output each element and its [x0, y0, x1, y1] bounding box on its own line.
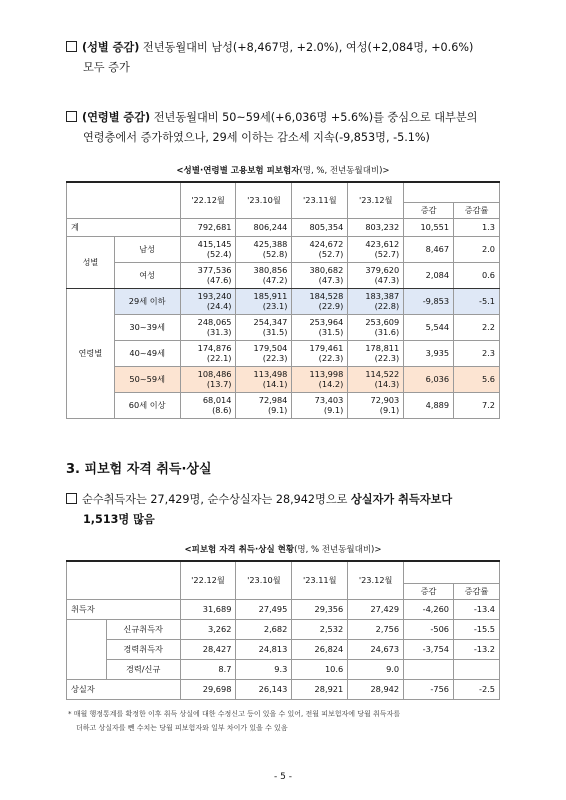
cell-value: 24,673 — [348, 639, 404, 659]
cell-value: 184,528 (22.9) — [292, 288, 348, 314]
col-header: '22.12월 — [180, 561, 236, 599]
checkbox-bullet-icon — [66, 41, 77, 52]
cell-rate: 1.3 — [454, 218, 500, 236]
bullet-text: 전년동월대비 남성(+8,467명, +2.0%), 여성(+2,084명, +0.6%) — [139, 41, 474, 54]
col-header: '23.10월 — [236, 182, 292, 218]
cell-value: 379,620 (47.3) — [348, 262, 404, 288]
cell-rate: 2.3 — [454, 340, 500, 366]
bullet-text-line2: 연령층에서 증가하였으나, 29세 이하는 감소세 지속(-9,853명, -5.1%) — [83, 131, 430, 144]
row-label: 50~59세 — [114, 366, 180, 392]
caption-unit: (명, %, 전년동월대비)> — [299, 166, 390, 176]
footnote — [68, 707, 508, 735]
cell-value: 792,681 — [180, 218, 236, 236]
col-header-diff: 증감 — [404, 583, 454, 599]
cell-value: 193,240 (24.4) — [180, 288, 236, 314]
page-number: - 5 - — [274, 772, 292, 782]
cell-value: 72,984 (9.1) — [236, 392, 292, 418]
table1-caption — [0, 164, 566, 176]
bullet-bold-text: 상실자가 취득자보다 — [351, 493, 453, 506]
bullet-age — [66, 108, 477, 148]
cell-diff: -4,260 — [404, 599, 454, 619]
indent-spacer — [67, 619, 107, 679]
footnote-line: * 매월 행정통계를 확정한 이후 취득 상실에 대한 수정신고 등이 있을 수 있어, 전월 피보험자에 당월 취득자를 — [68, 710, 401, 718]
cell-rate: -13.2 — [454, 639, 500, 659]
cell-rate: 7.2 — [454, 392, 500, 418]
cell-rate: 0.6 — [454, 262, 500, 288]
row-label: 60세 이상 — [114, 392, 180, 418]
cell-diff: -3,754 — [404, 639, 454, 659]
cell-value: 24,813 — [236, 639, 292, 659]
row-label: 29세 이하 — [114, 288, 180, 314]
cell-value: 114,522 (14.3) — [348, 366, 404, 392]
group-label-age: 연령별 — [67, 288, 115, 418]
cell-diff: -9,853 — [404, 288, 454, 314]
header-blank — [404, 561, 500, 583]
col-header-diff: 증감 — [404, 202, 454, 218]
col-header: '23.11월 — [292, 561, 348, 599]
cell-diff: 2,084 — [404, 262, 454, 288]
cell-diff: 10,551 — [404, 218, 454, 236]
cell-value: 415,145 (52.4) — [180, 236, 236, 262]
cell-value: 28,427 — [180, 639, 236, 659]
caption-title: <피보험 자격 취득·상실 현황 — [184, 545, 295, 555]
cell-value: 26,824 — [292, 639, 348, 659]
row-label: 여성 — [114, 262, 180, 288]
cell-value: 377,536 (47.6) — [180, 262, 236, 288]
checkbox-bullet-icon — [66, 493, 77, 504]
group-label-gender: 성별 — [67, 236, 115, 288]
cell-rate: -2.5 — [454, 679, 500, 699]
row-label: 30~39세 — [114, 314, 180, 340]
bullet-bold-line2: 1,513명 많음 — [83, 513, 155, 526]
cell-value: 108,486 (13.7) — [180, 366, 236, 392]
cell-value: 68,014 (8.6) — [180, 392, 236, 418]
cell-value: 178,811 (22.3) — [348, 340, 404, 366]
cell-rate: 2.2 — [454, 314, 500, 340]
cell-value: 2,532 — [292, 619, 348, 639]
header-blank — [404, 182, 500, 202]
cell-value: 29,356 — [292, 599, 348, 619]
cell-value: 26,143 — [236, 679, 292, 699]
table2-caption — [0, 543, 566, 555]
cell-value: 2,682 — [236, 619, 292, 639]
cell-value: 179,461 (22.3) — [292, 340, 348, 366]
checkbox-bullet-icon — [66, 111, 77, 122]
bullet-heading: (성별 증감) — [82, 41, 140, 54]
cell-value: 253,609 (31.6) — [348, 314, 404, 340]
cell-diff: 4,889 — [404, 392, 454, 418]
cell-value: 380,856 (47.2) — [236, 262, 292, 288]
cell-value: 27,429 — [348, 599, 404, 619]
cell-value: 803,232 — [348, 218, 404, 236]
row-label: 남성 — [114, 236, 180, 262]
cell-value: 254,347 (31.5) — [236, 314, 292, 340]
cell-value: 72,903 (9.1) — [348, 392, 404, 418]
cell-value: 8.7 — [180, 659, 236, 679]
cell-rate: 2.0 — [454, 236, 500, 262]
cell-rate — [454, 659, 500, 679]
cell-value: 805,354 — [292, 218, 348, 236]
row-label-total: 계 — [67, 218, 181, 236]
cell-value: 9.3 — [236, 659, 292, 679]
cell-diff — [404, 659, 454, 679]
cell-value: 10.6 — [292, 659, 348, 679]
header-blank — [67, 182, 181, 218]
cell-value: 425,388 (52.8) — [236, 236, 292, 262]
col-header-rate: 증감률 — [454, 583, 500, 599]
cell-value: 174,876 (22.1) — [180, 340, 236, 366]
cell-value: 423,612 (52.7) — [348, 236, 404, 262]
cell-rate: -15.5 — [454, 619, 500, 639]
bullet-text: 전년동월대비 50~59세(+6,036명 +5.6%)를 중심으로 대부분의 — [150, 111, 478, 124]
cell-value: 31,689 — [180, 599, 236, 619]
cell-value: 28,942 — [348, 679, 404, 699]
cell-rate: -5.1 — [454, 288, 500, 314]
cell-value: 73,403 (9.1) — [292, 392, 348, 418]
col-header: '23.11월 — [292, 182, 348, 218]
cell-value: 28,921 — [292, 679, 348, 699]
row-label: 40~49세 — [114, 340, 180, 366]
bullet-acquisition-loss — [66, 490, 452, 530]
cell-value: 183,387 (22.8) — [348, 288, 404, 314]
cell-value: 185,911 (23.1) — [236, 288, 292, 314]
caption-unit: (명, % 전년동월대비)> — [294, 545, 382, 555]
cell-value: 2,756 — [348, 619, 404, 639]
col-header: '23.10월 — [236, 561, 292, 599]
row-label: 경력/신규 — [106, 659, 180, 679]
section-title: 3. 피보험 자격 취득·상실 — [66, 462, 212, 477]
cell-diff: 6,036 — [404, 366, 454, 392]
col-header: '22.12월 — [180, 182, 236, 218]
cell-diff: -506 — [404, 619, 454, 639]
insured-by-gender-age-table — [66, 181, 500, 419]
cell-diff: 5,544 — [404, 314, 454, 340]
col-header: '23.12월 — [348, 182, 404, 218]
footnote-line: 더하고 상실자를 뺀 수치는 당월 피보험자와 일부 차이가 있을 수 있음 — [76, 724, 288, 732]
cell-value: 424,672 (52.7) — [292, 236, 348, 262]
bullet-gender — [66, 38, 473, 78]
cell-value: 113,498 (14.1) — [236, 366, 292, 392]
cell-value: 27,495 — [236, 599, 292, 619]
header-blank — [67, 561, 181, 599]
cell-value: 253,964 (31.5) — [292, 314, 348, 340]
cell-diff: 3,935 — [404, 340, 454, 366]
bullet-text: 순수취득자는 27,429명, 순수상실자는 28,942명으로 — [82, 493, 351, 506]
cell-rate: -13.4 — [454, 599, 500, 619]
cell-rate: 5.6 — [454, 366, 500, 392]
cell-value: 806,244 — [236, 218, 292, 236]
cell-value: 113,998 (14.2) — [292, 366, 348, 392]
cell-value: 9.0 — [348, 659, 404, 679]
row-label: 취득자 — [67, 599, 181, 619]
acquisition-loss-table — [66, 560, 500, 700]
row-label: 경력취득자 — [106, 639, 180, 659]
cell-value: 380,682 (47.3) — [292, 262, 348, 288]
row-label: 상실자 — [67, 679, 181, 699]
cell-diff: 8,467 — [404, 236, 454, 262]
col-header: '23.12월 — [348, 561, 404, 599]
cell-value: 29,698 — [180, 679, 236, 699]
cell-value: 3,262 — [180, 619, 236, 639]
row-label: 신규취득자 — [106, 619, 180, 639]
bullet-heading: (연령별 증감) — [82, 111, 151, 124]
col-header-rate: 증감률 — [454, 202, 500, 218]
cell-value: 248,065 (31.3) — [180, 314, 236, 340]
caption-title: <성별·연령별 고용보험 피보험자 — [176, 166, 300, 176]
bullet-text-line2: 모두 증가 — [83, 61, 130, 74]
cell-value: 179,504 (22.3) — [236, 340, 292, 366]
cell-diff: -756 — [404, 679, 454, 699]
